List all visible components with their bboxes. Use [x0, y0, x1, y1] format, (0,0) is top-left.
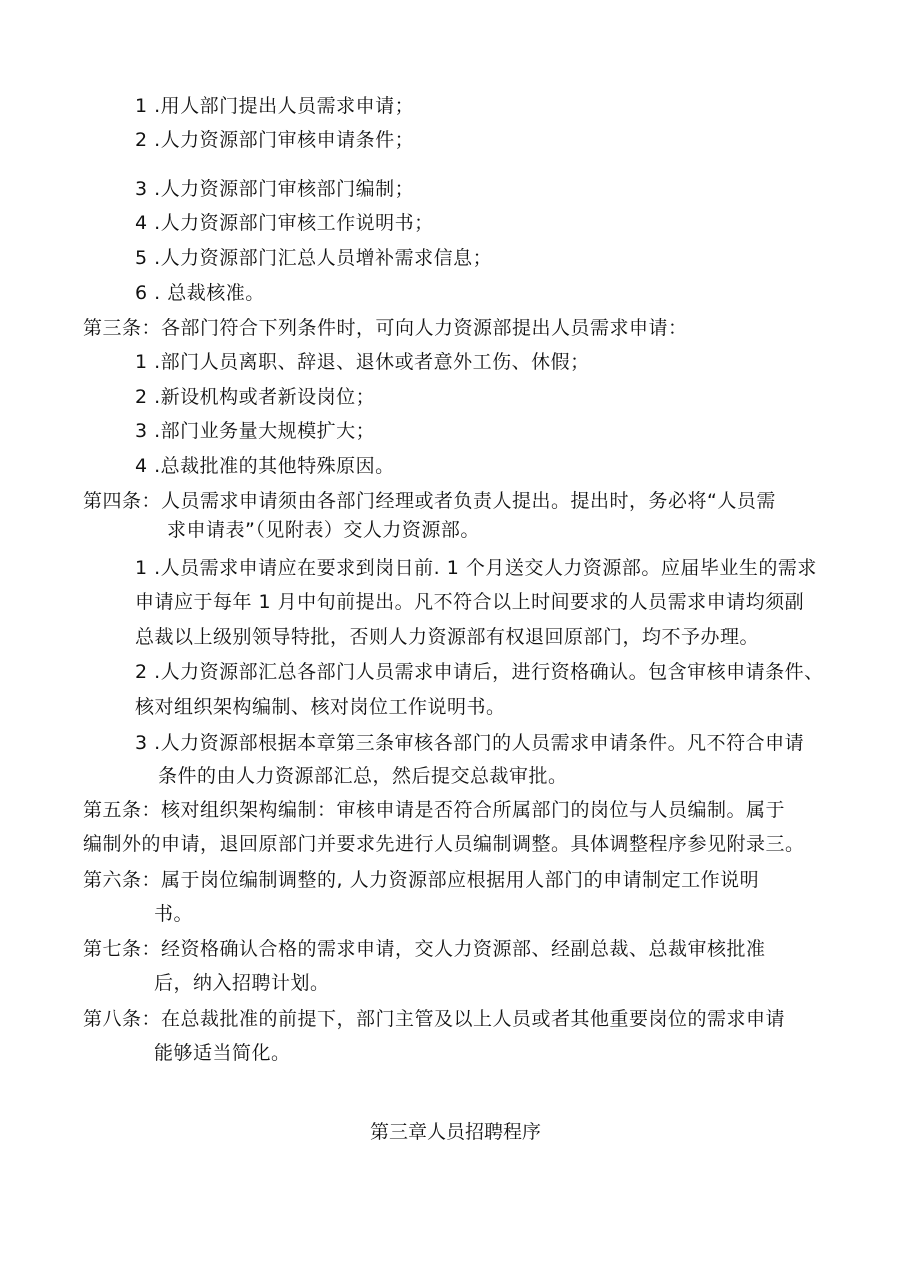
list-item: 4 .总裁批准的其他特殊原因。 [135, 455, 395, 477]
list-item: 3 .人力资源部根据本章第三条审核各部门的人员需求申请条件。凡不符合申请 [135, 732, 805, 754]
article-7-continuation: 后，纳入招聘计划。 [154, 972, 330, 994]
list-item: 5 .人力资源部门汇总人员增补需求信息； [135, 247, 493, 269]
article-4: 第四条：人员需求申请须由各部门经理或者负责人提出。提出时，务必将“人员需 [83, 490, 776, 512]
list-item: 3 .部门业务量大规模扩大； [135, 420, 376, 442]
article-4-continuation: 求申请表”（见附表）交人力资源部。 [167, 519, 480, 541]
list-item-continuation: 核对组织架构编制、核对岗位工作说明书。 [135, 696, 506, 718]
article-8-continuation: 能够适当简化。 [154, 1042, 291, 1064]
chapter-title: 第三章人员招聘程序 [370, 1121, 542, 1143]
article-6-continuation: 书。 [154, 903, 194, 925]
list-item: 3 .人力资源部门审核部门编制； [135, 178, 415, 200]
list-item: 6 . 总裁核准。 [135, 282, 265, 304]
list-item: 1 .人员需求申请应在要求到岗日前. 1 个月送交人力资源部。应届毕业生的需求 [135, 557, 817, 579]
article-7: 第七条：经资格确认合格的需求申请，交人力资源部、经副总裁、总裁审核批准 [83, 938, 766, 960]
list-item-continuation: 条件的由人力资源部汇总，然后提交总裁审批。 [158, 765, 568, 787]
list-item-continuation: 总裁以上级别领导特批，否则人力资源部有权退回原部门，均不予办理。 [135, 626, 760, 648]
list-item: 1 .部门人员离职、辞退、退休或者意外工伤、休假； [135, 351, 590, 373]
article-5-continuation: 编制外的申请，退回原部门并要求先进行人员编制调整。具体调整程序参见附录三。 [83, 833, 805, 855]
list-item-continuation: 申请应于每年 1 月中旬前提出。凡不符合以上时间要求的人员需求申请均须副 [135, 591, 805, 613]
list-item: 1 .用人部门提出人员需求申请； [135, 95, 415, 117]
article-5: 第五条：核对组织架构编制：审核申请是否符合所属部门的岗位与人员编制。属于 [83, 799, 786, 821]
list-item: 2 .人力资源部汇总各部门人员需求申请后，进行资格确认。包含审核申请条件、 [135, 661, 824, 683]
article-3: 第三条：各部门符合下列条件时，可向人力资源部提出人员需求申请： [83, 317, 688, 339]
article-8: 第八条：在总裁批准的前提下，部门主管及以上人员或者其他重要岗位的需求申请 [83, 1008, 786, 1030]
list-item: 2 .人力资源部门审核申请条件； [135, 129, 415, 151]
list-item: 4 .人力资源部门审核工作说明书； [135, 212, 434, 234]
article-6: 第六条：属于岗位编制调整的, 人力资源部应根据用人部门的申请制定工作说明 [83, 869, 760, 891]
list-item: 2 .新设机构或者新设岗位； [135, 386, 376, 408]
